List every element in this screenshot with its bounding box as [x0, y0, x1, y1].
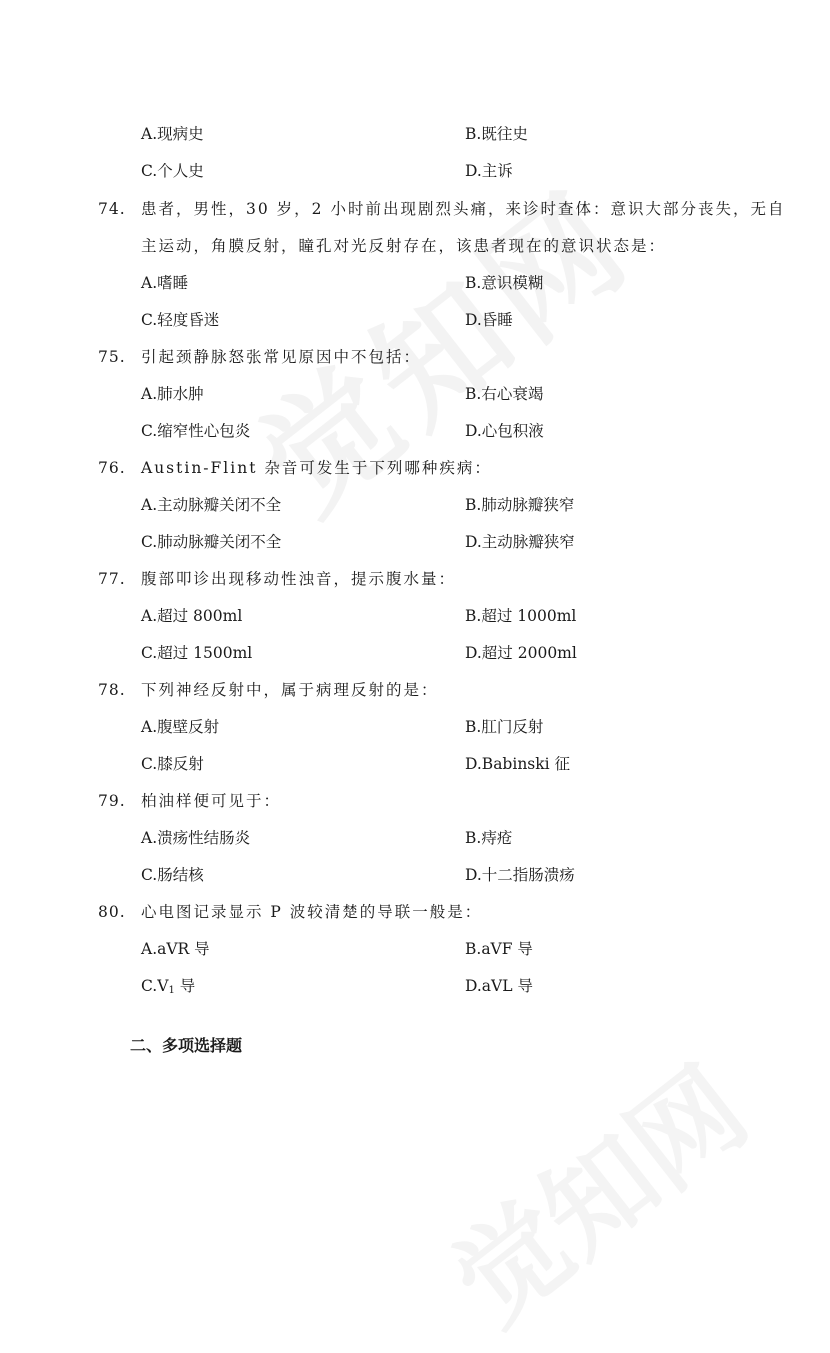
- option-a: A.嗜睡: [141, 274, 189, 292]
- option-c-suffix: 导: [174, 977, 196, 995]
- option-b: B.超过 1000ml: [465, 607, 577, 625]
- option-a: A.腹壁反射: [141, 718, 220, 736]
- option-d: D.十二指肠溃疡: [465, 866, 575, 884]
- question-text: 患者，男性，30 岁，2 小时前出现剧烈头痛，来诊时查体：意识大部分丧失，无自: [141, 200, 786, 218]
- option-b: B.意识模糊: [465, 274, 544, 292]
- question-text: 柏油样便可见于：: [141, 792, 282, 810]
- option-d: D.主动脉瓣狭窄: [465, 533, 575, 551]
- option-a: A.肺水肿: [141, 385, 204, 403]
- question-text-continued: 主运动，角膜反射，瞳孔对光反射存在，该患者现在的意识状态是：: [141, 237, 667, 255]
- question-text: 下列神经反射中，属于病理反射的是：: [141, 681, 439, 699]
- question-number: 77.: [98, 570, 126, 588]
- option-d: D.心包积液: [465, 422, 544, 440]
- option-d: D.aVL 导: [465, 977, 533, 995]
- option-d: D.超过 2000ml: [465, 644, 577, 662]
- option-c: C.超过 1500ml: [141, 644, 253, 662]
- option-c: C.缩窄性心包炎: [141, 422, 251, 440]
- option-c: C.轻度昏迷: [141, 311, 220, 329]
- option-c: C.个人史: [141, 162, 204, 180]
- option-a: A.溃疡性结肠炎: [141, 829, 251, 847]
- option-c-subscript: 1: [168, 985, 175, 996]
- option-d: D.昏睡: [465, 311, 513, 329]
- option-b: B.右心衰竭: [465, 385, 544, 403]
- question-text: Austin-Flint 杂音可发生于下列哪种疾病：: [141, 459, 492, 477]
- option-b: B.肺动脉瓣狭窄: [465, 496, 575, 514]
- question-number: 80.: [98, 903, 126, 921]
- question-number: 76.: [98, 459, 126, 477]
- question-text: 腹部叩诊出现移动性浊音，提示腹水量：: [141, 570, 457, 588]
- question-number: 79.: [98, 792, 126, 810]
- option-a: A.主动脉瓣关闭不全: [141, 496, 282, 514]
- section-title: 二、多项选择题: [130, 1036, 243, 1055]
- option-c: C.肺动脉瓣关闭不全: [141, 533, 282, 551]
- option-a: A.aVR 导: [141, 940, 210, 958]
- option-c: C.膝反射: [141, 755, 204, 773]
- question-text: 引起颈静脉怒张常见原因中不包括：: [141, 348, 422, 366]
- question-number: 75.: [98, 348, 126, 366]
- option-b: B.肛门反射: [465, 718, 544, 736]
- option-b: B.aVF 导: [465, 940, 533, 958]
- option-c: C.肠结核: [141, 866, 204, 884]
- option-c: [141, 973, 195, 999]
- option-a: A.超过 800ml: [141, 607, 243, 625]
- option-c-text: C.V: [141, 977, 169, 995]
- option-d: D.主诉: [465, 162, 513, 180]
- option-b: B.既往史: [465, 125, 528, 143]
- option-b: B.痔疮: [465, 829, 513, 847]
- question-number: 74.: [98, 200, 126, 218]
- option-a: A.现病史: [141, 125, 204, 143]
- question-text: 心电图记录显示 P 波较清楚的导联一般是：: [141, 903, 483, 921]
- option-d: D.Babinski 征: [465, 755, 571, 773]
- question-number: 78.: [98, 681, 126, 699]
- watermark-bottom: [416, 1025, 773, 1353]
